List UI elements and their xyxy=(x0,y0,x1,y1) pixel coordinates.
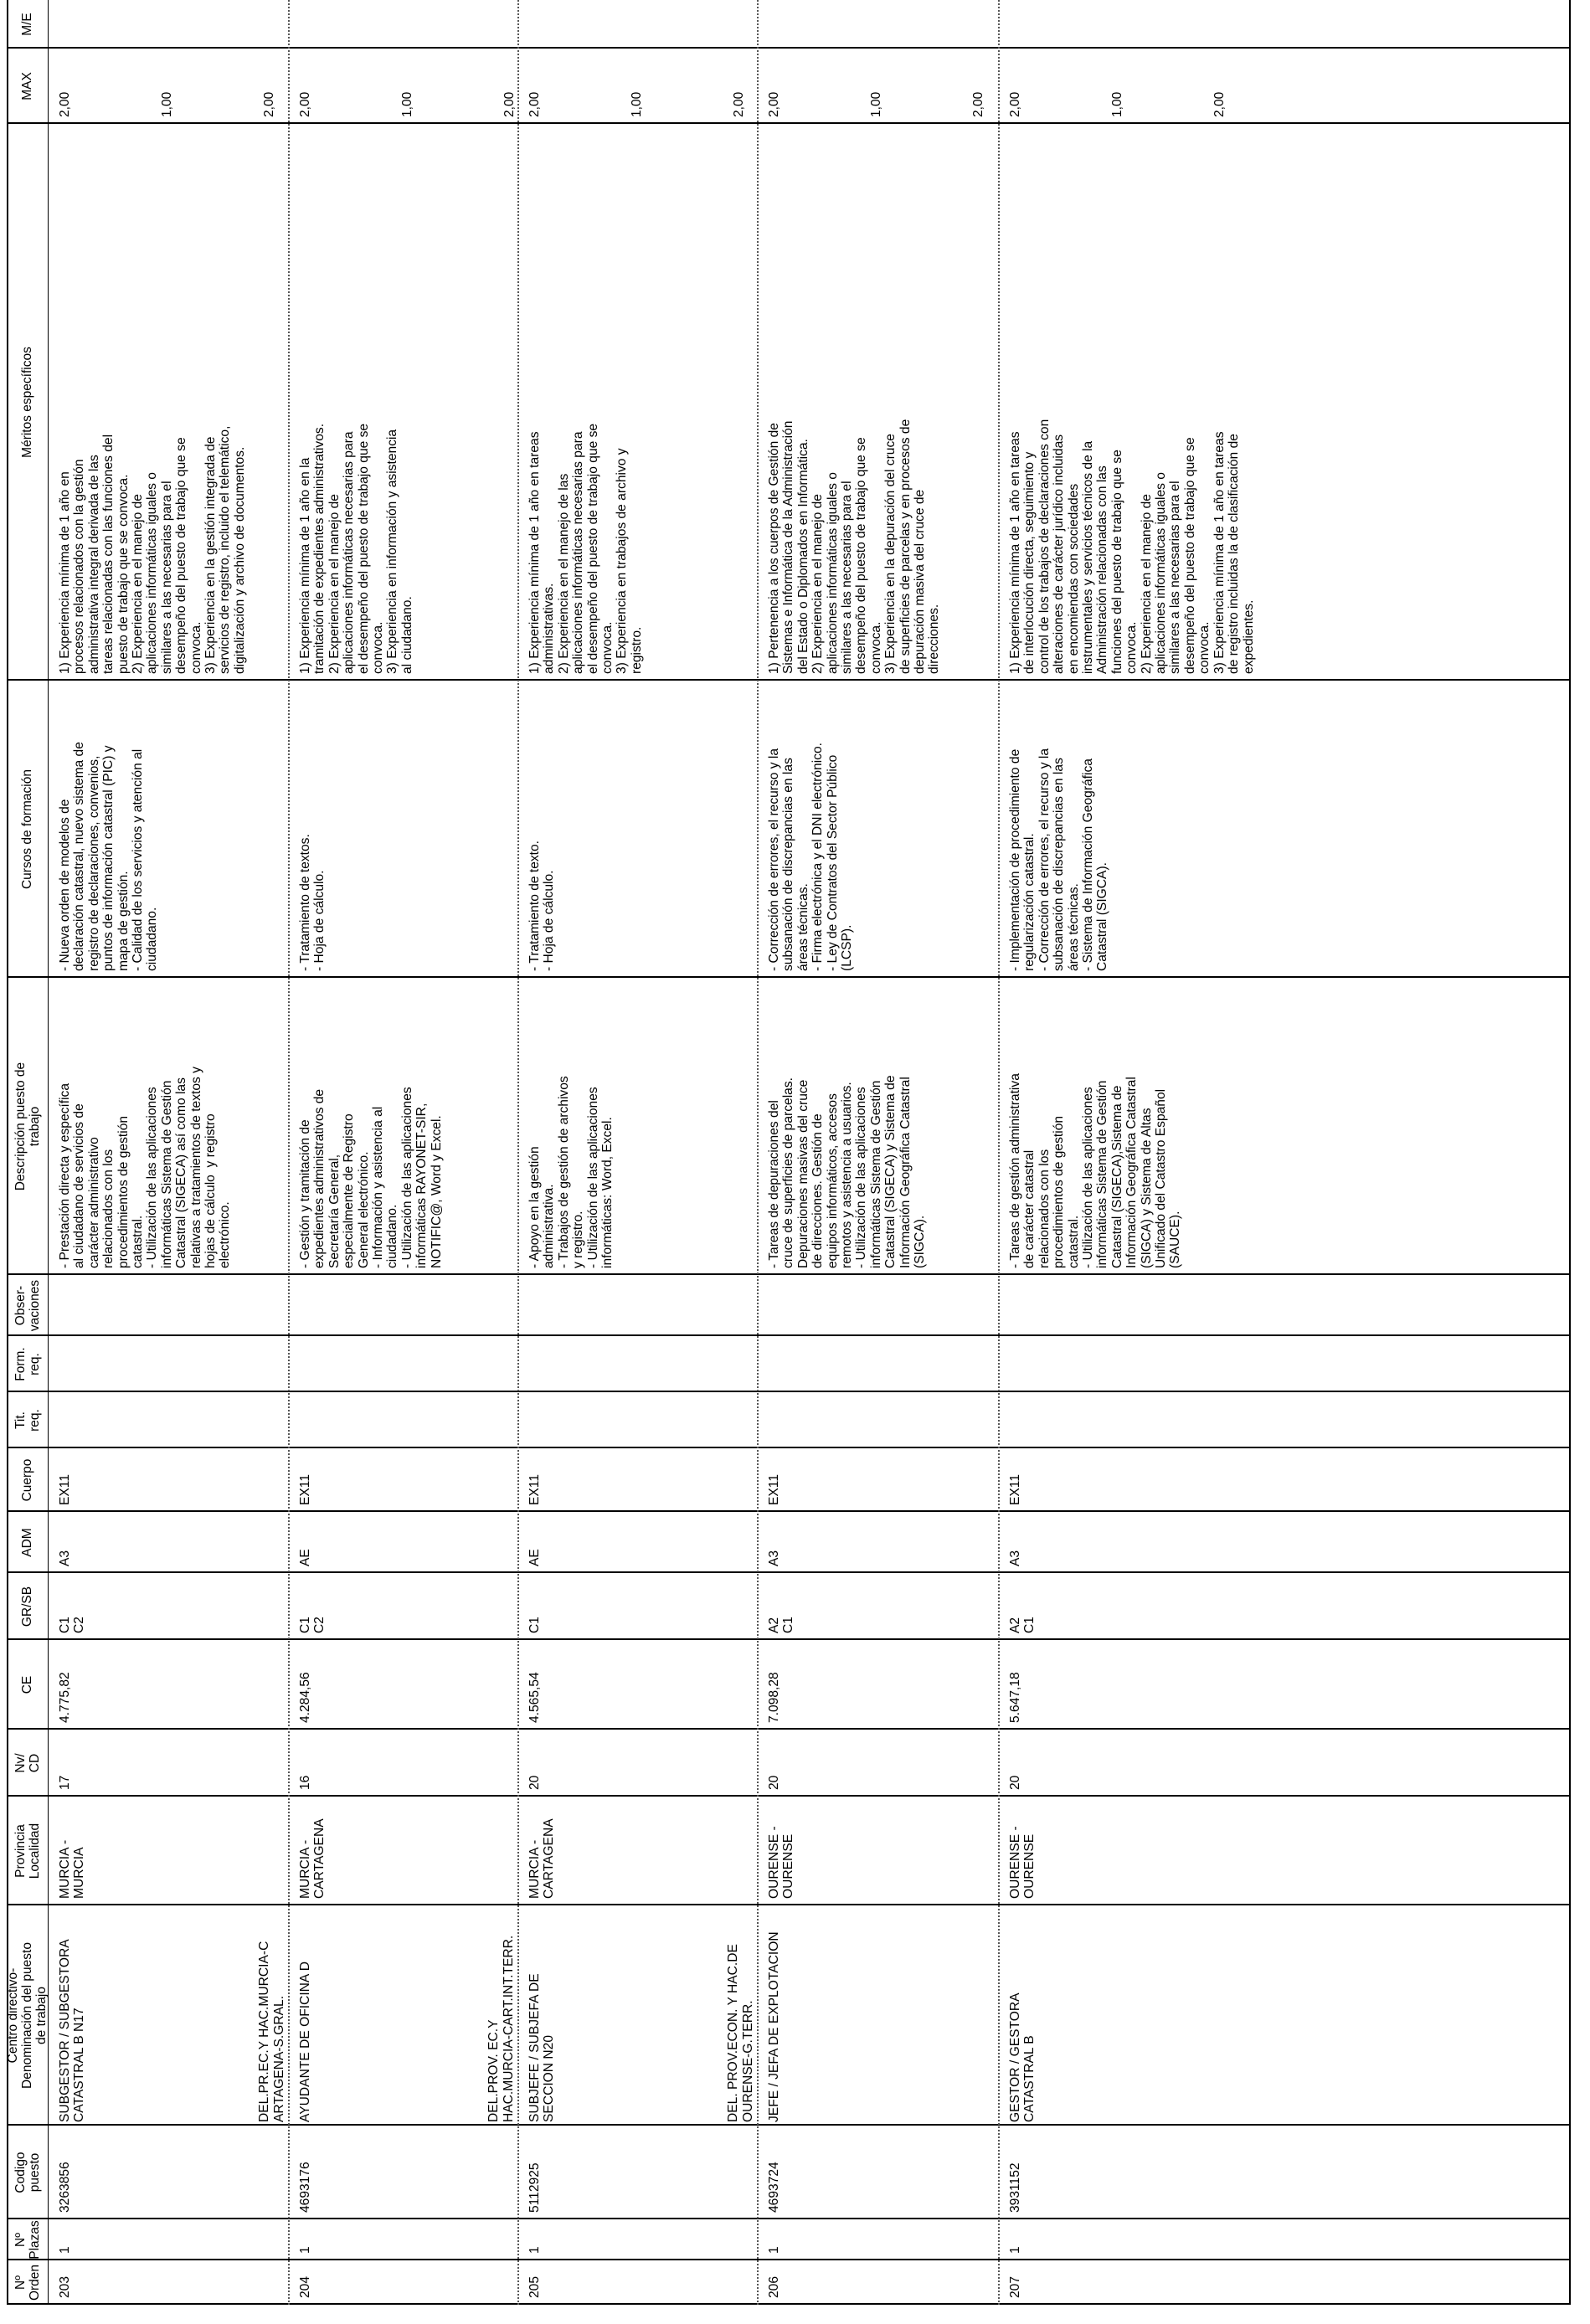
cell-centro: SUBJEFE / SUBJEFA DE SECCION N20 xyxy=(527,1973,557,2122)
cell-meritos: 1) Experiencia mínima de 1 año en procesos relacionados con la gestión administrativa integral derivada de las tareas relacionadas con las funciones del puesto de trabajo que se convoca. 2) Experiencia en el manejo de aplicaciones informáticas iguales o similares a las necesarias para el desempeño del puesto de trabajo que se convoca. 3) Experiencia en la gestión integrada de servicios de registro, incluido el telemático, digitalización y archivo de documentos. xyxy=(58,425,247,674)
cell-nivcd: 20 xyxy=(527,1775,542,1790)
cell-centro-directivo: DEL. PROV.ECON. Y HAC.DE OURENSE-G.TERR. xyxy=(726,1944,755,2122)
cell-max-2: 1,00 xyxy=(868,91,883,117)
cell-meritos: 1) Experiencia mínima de 1 año en tareas de interlocución directa, seguimiento y control de los trabajos de declaraciones con alteraciones de carácter jurídico incluidas en encomiendas con sociedades instrumentales y servicios técnicos de la Administración relacionadas con las funciones del puesto de trabajo que se convoca. 2) Experiencia en el manejo de aplicaciones informáticas iguales o similares a las necesarias para el desempeño del puesto de trabajo que se convoca. 3) Experiencia mínima de 1 año en tareas de registro incluidas la de clasificación de expedientes. xyxy=(1008,419,1256,674)
cell-cursos: - Tratamiento de texto. - Hoja de cálculo. xyxy=(527,840,557,971)
cell-max-3: 2,00 xyxy=(731,91,746,117)
cell-centro-directivo: DEL.PROV. EC.Y HAC.MURCIA-CART.INT.TERR. xyxy=(486,1935,516,2122)
cell-ce: 5.647,18 xyxy=(1008,1672,1022,1723)
cell-max-2: 1,00 xyxy=(1109,91,1124,117)
header-grsb: GR/SB xyxy=(20,1586,34,1627)
cell-cuerpo: EX11 xyxy=(527,1474,542,1505)
cell-adm: A3 xyxy=(1008,1550,1022,1566)
cell-ce: 4.565,54 xyxy=(527,1672,542,1723)
cell-max-2: 1,00 xyxy=(399,91,414,117)
cell-grsb: C1 C2 xyxy=(58,1617,87,1633)
cell-plazas: 1 xyxy=(527,2246,542,2254)
header-centro: Centro directivo- Denominación del puesto de trabajo xyxy=(6,1942,49,2089)
cell-nivcd: 17 xyxy=(58,1775,72,1790)
header-max: MAX xyxy=(20,72,34,100)
cell-ce: 4.775,82 xyxy=(58,1672,72,1723)
cell-meritos: 1) Experiencia mínima de 1 año en tareas administrativas. 2) Experiencia en el manejo de las aplicaciones informáticas necesarias para el desempeño del puesto de trabajo que se convoca. 3) Experiencia en trabajos de archivo y registro. xyxy=(527,423,644,674)
header-orden: Nº Orden xyxy=(13,2264,42,2301)
cell-centro: SUBGESTOR / SUBGESTORA CATASTRAL B N17 xyxy=(58,1939,87,2122)
cell-max-2: 1,00 xyxy=(629,91,644,117)
column-rule-me xyxy=(7,47,1571,49)
cell-meritos: 1) Experiencia mínima de 1 año en la tramitación de expedientes administrativos. 2) Experiencia en el manejo de aplicaciones informáticas necesarias para el desempeño del puesto de trabajo que se convoca. 3) Experiencia en información y asistencia al ciudadano. xyxy=(298,423,414,674)
cell-nivcd: 16 xyxy=(298,1775,312,1790)
cell-plazas: 1 xyxy=(1008,2246,1022,2254)
cell-max-1: 2,00 xyxy=(298,91,312,117)
column-rule-cursos xyxy=(7,976,1571,978)
cell-adm: AE xyxy=(298,1549,312,1566)
header-ce: CE xyxy=(20,1675,34,1694)
cell-cursos: - Tratamiento de textos. - Hoja de cálculo. xyxy=(298,834,327,971)
header-me: M/E xyxy=(20,13,34,36)
cell-max-3: 2,00 xyxy=(970,91,985,117)
cell-codigo: 3263856 xyxy=(58,2162,72,2213)
cell-codigo: 5112925 xyxy=(527,2162,542,2213)
cell-cursos: - Implementación de procedimiento de regularización catastral. - Corrección de errores, el recurso y la subsanación de discrepancias en las áreas técnicas. - Sistema de Información Geográfica Catastral (SIGCA). xyxy=(1008,748,1110,971)
cell-cuerpo: EX11 xyxy=(1008,1474,1022,1505)
header-plazas: Nº Plazas xyxy=(13,2220,42,2260)
cell-grsb: C1 xyxy=(527,1617,542,1633)
cell-max-1: 2,00 xyxy=(767,91,781,117)
cell-max-1: 2,00 xyxy=(1008,91,1022,117)
row-separator xyxy=(998,0,1000,2305)
cell-cursos: - Nueva orden de modelos de declaración catastral, nuevo sistema de registro de declaraciones, convenios, puntos de información catastral (PIC) y mapa de gestión. - Calidad de los servicios y atención al ciudadano. xyxy=(58,742,160,971)
column-rule-plazas xyxy=(7,2259,1571,2260)
cell-plazas: 1 xyxy=(58,2246,72,2254)
column-rule-provincia xyxy=(7,1904,1571,1905)
cell-grsb: C1 C2 xyxy=(298,1617,327,1633)
cell-orden: 205 xyxy=(527,2275,542,2298)
header-cuerpo: Cuerpo xyxy=(20,1458,34,1502)
column-rule-form xyxy=(7,1391,1571,1392)
column-rule-centro xyxy=(7,2124,1571,2126)
column-rule-max xyxy=(7,122,1571,124)
cell-cuerpo: EX11 xyxy=(298,1474,312,1505)
header-tit: Tit. req. xyxy=(13,1409,42,1432)
cell-orden: 204 xyxy=(298,2275,312,2298)
cell-grsb: A2 C1 xyxy=(1008,1617,1037,1633)
cell-descripcion: - Prestación directa y específica al ciudadano de servicios de carácter administrativo relacionados con los procedimientos de gestión catastral. - Utilización de las aplicaciones informáticas Sistema de Gestión Catastral (SIGECA) así como las relativas a tratamientos de textos y hojas de cálculo y registro electrónico. xyxy=(58,1067,233,1268)
cell-max-3: 2,00 xyxy=(502,91,517,117)
column-rule-adm xyxy=(7,1571,1571,1573)
cell-centro: GESTOR / GESTORA CATASTRAL B xyxy=(1008,1992,1037,2122)
cell-provincia: OURENSE - OURENSE xyxy=(767,1826,796,1899)
cell-provincia: MURCIA - CARTAGENA xyxy=(527,1818,557,1899)
cell-ce: 7.098,28 xyxy=(767,1672,781,1723)
column-rule-tit xyxy=(7,1447,1571,1448)
cell-codigo: 4693724 xyxy=(767,2162,781,2213)
header-obs: Obser- vaciones xyxy=(13,1279,42,1332)
cell-centro: AYUDANTE DE OFICINA D xyxy=(298,1961,312,2122)
cell-codigo: 4693176 xyxy=(298,2162,312,2213)
cell-plazas: 1 xyxy=(767,2246,781,2254)
cell-max-3: 2,00 xyxy=(1212,91,1227,117)
cell-max-3: 2,00 xyxy=(261,91,276,117)
cell-max-1: 2,00 xyxy=(58,91,72,117)
header-adm: ADM xyxy=(20,1528,34,1557)
row-separator xyxy=(757,0,759,2305)
column-rule-obs xyxy=(7,1334,1571,1336)
cell-centro-directivo: DEL.PR.EC.Y HAC.MURCIA-C ARTAGENA-S.GRAL. xyxy=(257,1941,286,2122)
header-meritos: Méritos específicos xyxy=(20,347,34,458)
column-rule-descripcion xyxy=(7,1273,1571,1275)
cell-nivcd: 20 xyxy=(767,1775,781,1790)
cell-provincia: OURENSE - OURENSE xyxy=(1008,1826,1037,1899)
cell-max-2: 1,00 xyxy=(159,91,174,117)
cell-descripcion: - Gestión y tramitación de expedientes administrativos de Secretaría General, especialmente de Registro General electrónico. - Información y asistencia al ciudadano. - Utilización de las aplicaciones informáticas RAYONET-SIR, NOTIFIC@, Word y Excel. xyxy=(298,1087,444,1268)
cell-adm: A3 xyxy=(767,1550,781,1566)
cell-plazas: 1 xyxy=(298,2246,312,2254)
cell-cuerpo: EX11 xyxy=(58,1474,72,1505)
row-separator xyxy=(517,0,519,2305)
row-separator xyxy=(288,0,290,2305)
cell-codigo: 3931152 xyxy=(1008,2162,1022,2213)
column-rule-cuerpo xyxy=(7,1510,1571,1512)
header-provincia: Provincia Localidad xyxy=(13,1823,42,1879)
cell-cuerpo: EX11 xyxy=(767,1474,781,1505)
cell-cursos: - Corrección de errores, el recurso y la subsanación de discrepancias en las áreas técnicas. - Firma electrónica y el DNI electrónico. - Ley de Contratos del Sector Público (LCSP). xyxy=(767,743,855,971)
header-form: Form. req. xyxy=(13,1347,42,1381)
column-rule-grsb xyxy=(7,1638,1571,1640)
cell-ce: 4.284,56 xyxy=(298,1672,312,1723)
cell-grsb: A2 C1 xyxy=(767,1617,796,1633)
cell-orden: 206 xyxy=(767,2275,781,2298)
column-rule-codigo xyxy=(7,2218,1571,2219)
posts-table xyxy=(7,0,1571,2305)
column-rule-nivcd xyxy=(7,1795,1571,1797)
header-codigo: Codigo puesto xyxy=(13,2152,42,2193)
cell-provincia: MURCIA - MURCIA xyxy=(58,1839,87,1899)
cell-descripcion: - Tareas de depuraciones del cruce de superficies de parcelas. Depuraciones masivas del cruce de direcciones. Gestión de equipos informáticos, accesos remotos y asistencia a usuarios. - Utilización de las aplicaciones informáticas Sistema de Gestión Catastral (SIGECA) y Sistema de Información Geográfica Catastral (SIGCA). xyxy=(767,1075,928,1268)
cell-descripcion: - Tareas de gestión administrativa de carácter catastral relacionados con los procedimientos de gestión catastral. - Utilización de las aplicaciones informáticas Sistema de Gestión Catastral (SIGECA),Sistema de Información Geográfica Catastral (SIGCA) y Sistema de Altas Unificado del Catastro Español (SAUCE). xyxy=(1008,1073,1183,1268)
header-descripcion: Descripción puesto de trabajo xyxy=(13,1062,42,1191)
cell-descripcion: - Apoyo en la gestión administrativa. - Trabajos de gestión de archivos y registro. - Utilización de las aplicaciones informáticas: Word, Excel. xyxy=(527,1076,615,1268)
cell-max-1: 2,00 xyxy=(527,91,542,117)
cell-nivcd: 20 xyxy=(1008,1775,1022,1790)
cell-meritos: 1) Pertenencia a los cuerpos de Gestión de Sistemas e Informática de la Administración del Estado o Diplomados en Informática. 2) Experiencia en el manejo de aplicaciones informáticas iguales o similares a las necesarias para el desempeño del puesto de trabajo que se convoca. 3) Experiencia en la depuración del cruce de superficies de parcelas y en procesos de depuración masiva del cruce de direcciones. xyxy=(767,419,942,674)
column-rule-meritos xyxy=(7,679,1571,681)
cell-orden: 203 xyxy=(58,2275,72,2298)
cell-adm: AE xyxy=(527,1549,542,1566)
cell-adm: A3 xyxy=(58,1550,72,1566)
cell-orden: 207 xyxy=(1008,2275,1022,2298)
cell-provincia: MURCIA - CARTAGENA xyxy=(298,1818,327,1899)
header-nivcd: Nv/ CD xyxy=(13,1753,42,1773)
header-cursos: Cursos de formación xyxy=(20,769,34,890)
cell-centro: JEFE / JEFA DE EXPLOTACION xyxy=(767,1931,781,2122)
column-rule-ce xyxy=(7,1728,1571,1730)
